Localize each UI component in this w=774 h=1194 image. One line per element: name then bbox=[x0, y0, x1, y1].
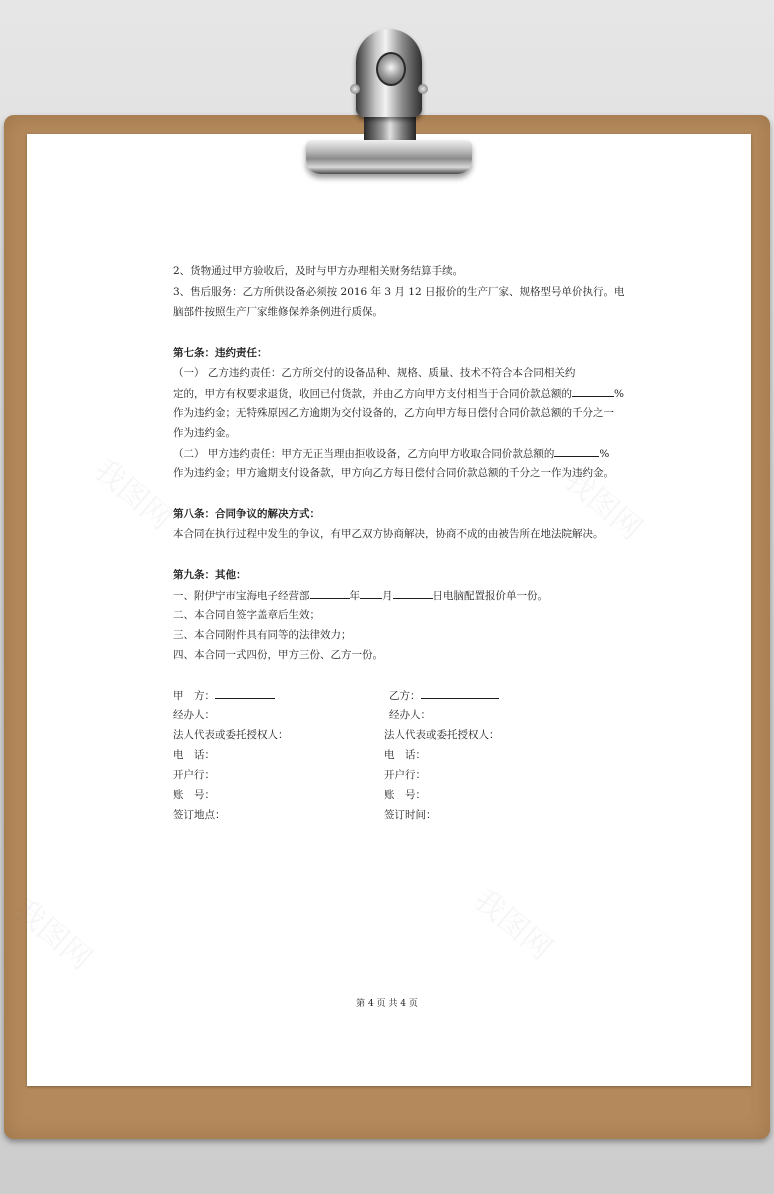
watermark: 我图网 bbox=[7, 892, 99, 978]
watermark: 我图网 bbox=[87, 452, 179, 538]
text-line: 3、售后服务：乙方所供设备必须按 2016 年 3 月 12 日报价的生产厂家、规格型号单价执行。电 bbox=[173, 286, 625, 298]
party-a-label bbox=[173, 688, 275, 703]
party-b-label bbox=[389, 688, 499, 703]
time-label: 签订时间： bbox=[384, 809, 437, 821]
article-8-title: 第八条：合同争议的解决方式： bbox=[173, 508, 320, 520]
text-line: 脑部件按照生产厂家维修保养条例进行质保。 bbox=[173, 306, 383, 318]
party-a-blank[interactable] bbox=[215, 688, 275, 699]
text-span: 年 bbox=[349, 590, 360, 602]
bank-label-b: 开户行： bbox=[384, 769, 426, 781]
text-span: 日电脑配置报价单一份。 bbox=[432, 590, 548, 602]
text-line bbox=[173, 386, 624, 401]
phone-label-a: 电 话： bbox=[173, 749, 215, 761]
text-line: 二、本合同自签字盖章后生效； bbox=[173, 609, 320, 621]
party-b-blank[interactable] bbox=[421, 688, 499, 699]
text-line bbox=[173, 588, 548, 603]
account-label-b: 账 号： bbox=[384, 789, 426, 801]
watermark: 我图网 bbox=[467, 882, 559, 968]
watermark: 我图网 bbox=[557, 462, 649, 548]
fill-blank-month[interactable] bbox=[360, 588, 382, 599]
handler-label-b: 经办人： bbox=[389, 709, 431, 721]
text-line: 四、本合同一式四份，甲方三份、乙方一份。 bbox=[173, 649, 383, 661]
text-span: 月 bbox=[382, 590, 393, 602]
text-span: （二） 甲方违约责任：甲方无正当理由拒收设备，乙方向甲方收取合同价款总额的 bbox=[173, 448, 555, 460]
handler-label-a: 经办人： bbox=[173, 709, 215, 721]
text-span: 一、附伊宁市宝海电子经营部 bbox=[173, 590, 310, 602]
text-line: 作为违约金；无特殊原因乙方逾期为交付设备的，乙方向甲方每日偿付合同价款总额的千分之一 bbox=[173, 407, 614, 419]
rep-label-b: 法人代表或委托授权人： bbox=[384, 729, 500, 741]
text-line: （一） 乙方违约责任：乙方所交付的设备品种、规格、质量、技术不符合本合同相关约 bbox=[173, 367, 576, 379]
text-span: 甲 方： bbox=[173, 690, 215, 702]
text-span: 乙方： bbox=[389, 690, 421, 702]
text-line: 作为违约金。 bbox=[173, 427, 236, 439]
article-9-title: 第九条：其他： bbox=[173, 569, 247, 581]
phone-label-b: 电 话： bbox=[384, 749, 426, 761]
text-line: 三、本合同附件具有同等的法律效力； bbox=[173, 629, 352, 641]
text-line: 本合同在执行过程中发生的争议，有甲乙双方协商解决，协商不成的由被告所在地法院解决。 bbox=[173, 528, 604, 540]
text-line bbox=[173, 446, 609, 461]
fill-blank[interactable] bbox=[554, 446, 599, 457]
text-span: 定的，甲方有权要求退货，收回已付货款，并由乙方向甲方支付相当于合同价款总额的 bbox=[173, 388, 572, 400]
bank-label-a: 开户行： bbox=[173, 769, 215, 781]
account-label-a: 账 号： bbox=[173, 789, 215, 801]
text-line: 作为违约金；甲方逾期支付设备款，甲方向乙方每日偿付合同价款总额的千分之一作为违约金。 bbox=[173, 467, 614, 479]
text-line: 2、货物通过甲方验收后，及时与甲方办理相关财务结算手续。 bbox=[173, 265, 464, 277]
place-label: 签订地点： bbox=[173, 809, 226, 821]
fill-blank-year[interactable] bbox=[310, 588, 350, 599]
article-7-title: 第七条：违约责任： bbox=[173, 347, 268, 359]
fill-blank-day[interactable] bbox=[393, 588, 433, 599]
percent-sign: % bbox=[614, 388, 624, 400]
page-number: 第 4 页 共 4 页 bbox=[356, 999, 418, 1009]
percent-sign: % bbox=[599, 448, 610, 460]
fill-blank[interactable] bbox=[572, 386, 614, 397]
rep-label-a: 法人代表或委托授权人： bbox=[173, 729, 289, 741]
